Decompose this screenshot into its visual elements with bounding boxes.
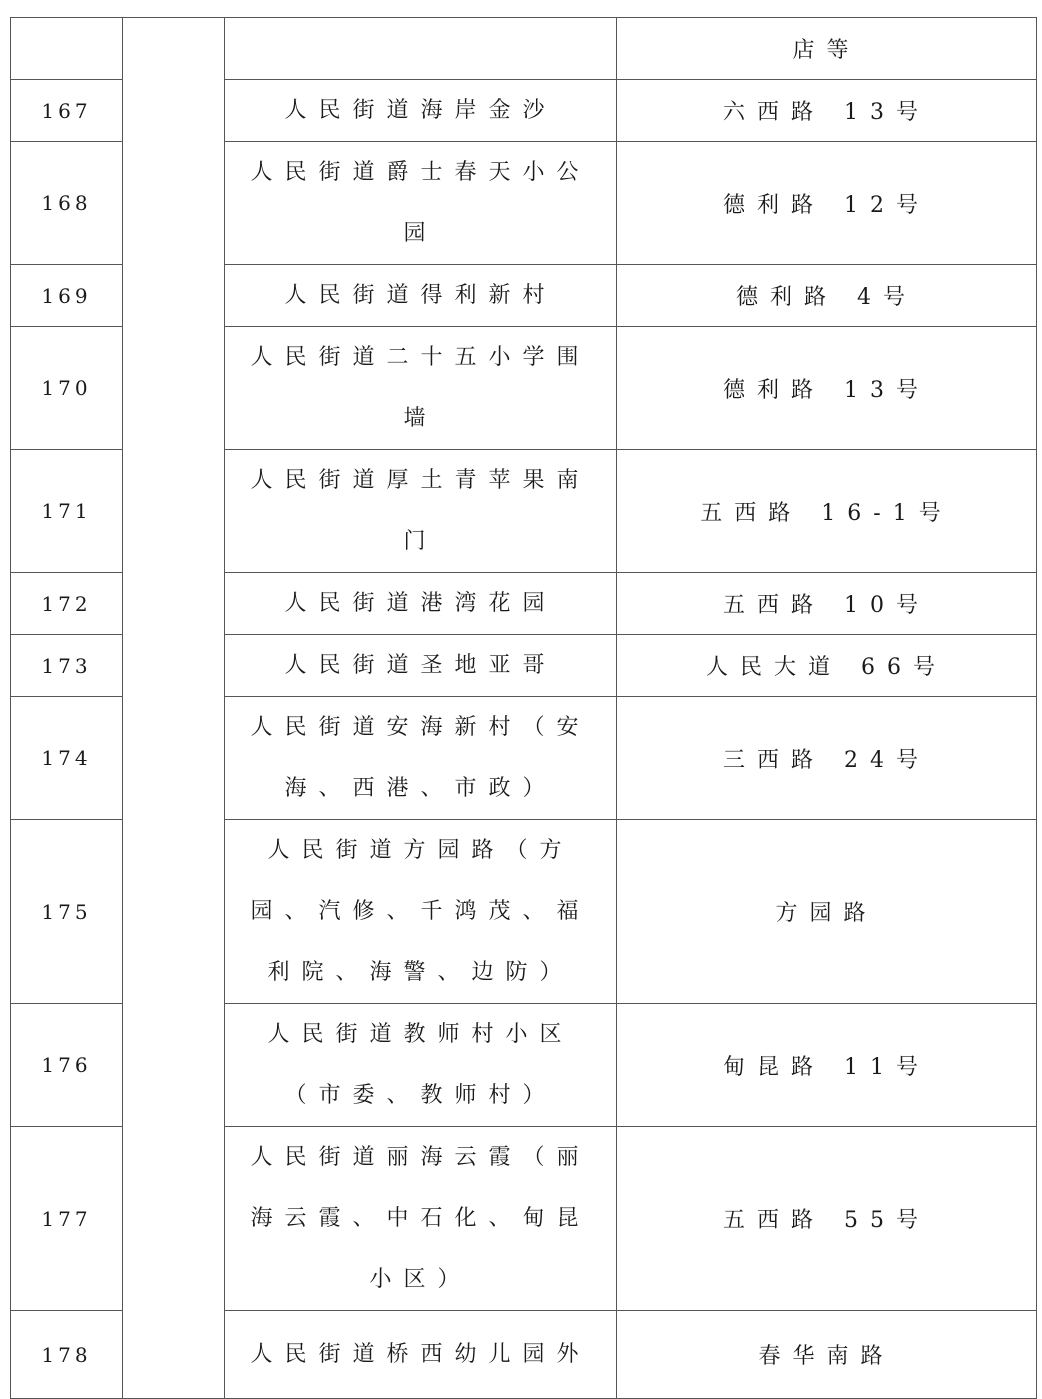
row-number: 170: [11, 327, 123, 450]
location-name: 人民街道得利新村: [225, 265, 617, 327]
location-name: 人民街道方园路（方园、汽修、千鸿茂、福利院、海警、边防）: [225, 820, 617, 1004]
row-number: 168: [11, 142, 123, 265]
address: 店等: [617, 18, 1037, 80]
row-number: 171: [11, 450, 123, 573]
location-name: 人民街道厚土青苹果南门: [225, 450, 617, 573]
location-name: [225, 18, 617, 80]
address: 春华南路: [617, 1311, 1037, 1399]
address: 人民大道 66号: [617, 635, 1037, 697]
address: 甸昆路 11号: [617, 1004, 1037, 1127]
location-name: 人民街道圣地亚哥: [225, 635, 617, 697]
address: 德利路 12号: [617, 142, 1037, 265]
address: 五西路 55号: [617, 1127, 1037, 1311]
location-name: 人民街道二十五小学围墙: [225, 327, 617, 450]
row-number: 167: [11, 80, 123, 142]
address: 方园路: [617, 820, 1037, 1004]
location-name: 人民街道桥西幼儿园外: [225, 1311, 617, 1399]
row-number: 175: [11, 820, 123, 1004]
table-row: [11, 18, 1037, 80]
address: 三西路 24号: [617, 697, 1037, 820]
location-name: 人民街道海岸金沙: [225, 80, 617, 142]
address: 五西路 10号: [617, 573, 1037, 635]
address: 德利路 4号: [617, 265, 1037, 327]
row-number: 174: [11, 697, 123, 820]
address: 德利路 13号: [617, 327, 1037, 450]
location-name: 人民街道港湾花园: [225, 573, 617, 635]
row-number: 177: [11, 1127, 123, 1311]
data-table: [10, 17, 1037, 1399]
location-name: 人民街道爵士春天小公园: [225, 142, 617, 265]
address: 六西路 13号: [617, 80, 1037, 142]
row-number: 169: [11, 265, 123, 327]
row-number: 173: [11, 635, 123, 697]
location-name: 人民街道教师村小区（市委、教师村）: [225, 1004, 617, 1127]
category-cell: [123, 18, 225, 1399]
location-name: 人民街道安海新村（安海、西港、市政）: [225, 697, 617, 820]
address: 五西路 16-1号: [617, 450, 1037, 573]
row-number: 172: [11, 573, 123, 635]
row-number: 176: [11, 1004, 123, 1127]
row-number: [11, 18, 123, 80]
row-number: 178: [11, 1311, 123, 1399]
location-name: 人民街道丽海云霞（丽海云霞、中石化、甸昆小区）: [225, 1127, 617, 1311]
